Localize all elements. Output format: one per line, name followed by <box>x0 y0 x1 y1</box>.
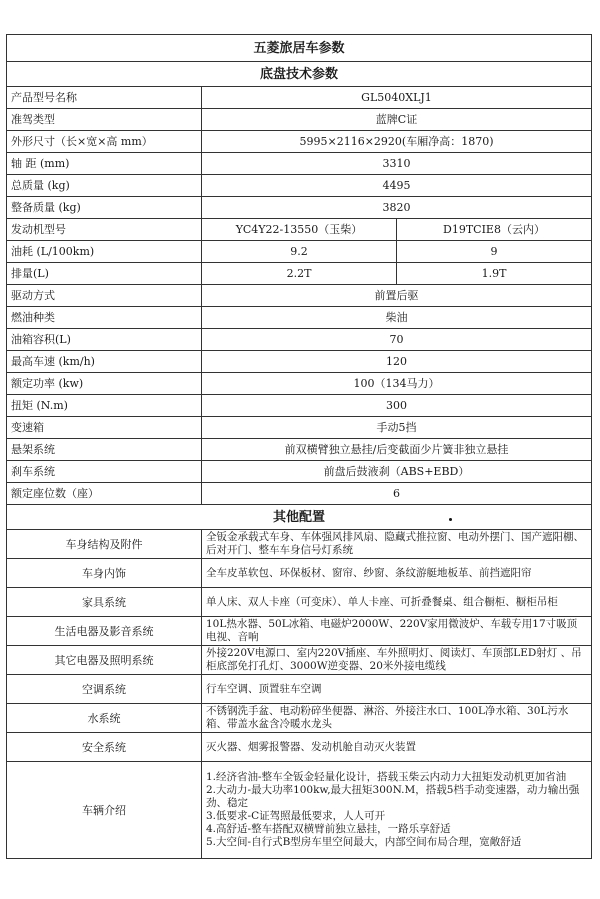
stray-dot <box>449 518 452 521</box>
config-label: 车身结构及附件 <box>7 530 202 559</box>
spec-label: 油箱容积(L) <box>7 329 202 351</box>
spec-value: 柴油 <box>202 307 592 329</box>
config-row <box>7 588 592 617</box>
intro-line-3: 3.低要求-C证驾照最低要求，人人可开 <box>206 810 386 822</box>
spec-value: 3820 <box>202 197 592 219</box>
spec-label: 排量(L) <box>7 263 202 285</box>
spec-row <box>7 483 592 505</box>
config-value: 全钣金承载式车身、车体强风排风扇、隐藏式推拉窗、电动外摆门、国产遮阳棚、后对开门、整车车身信号灯系统 <box>202 530 592 559</box>
config-label: 车身内饰 <box>7 559 202 588</box>
spec-row <box>7 307 592 329</box>
config-row <box>7 530 592 559</box>
vehicle-intro-label: 车辆介绍 <box>7 762 202 859</box>
spec-row <box>7 351 592 373</box>
spec-row <box>7 417 592 439</box>
spec-row <box>7 439 592 461</box>
other-config-header: 其他配置 <box>7 505 592 530</box>
spec-row <box>7 285 592 307</box>
spec-label: 准驾类型 <box>7 109 202 131</box>
config-row <box>7 617 592 646</box>
config-label: 家具系统 <box>7 588 202 617</box>
intro-line-1: 1.经济省油-整车全钣金轻量化设计，搭载玉柴云内动力大扭矩发动机更加省油 <box>206 771 567 783</box>
spec-row <box>7 153 592 175</box>
spec-label: 最高车速 (km/h) <box>7 351 202 373</box>
spec-label: 外形尺寸（长×宽×高 mm） <box>7 131 202 153</box>
engine-yuchai-value: YC4Y22-13550（玉柴） <box>202 219 397 241</box>
spec-label: 总质量 (kg) <box>7 175 202 197</box>
spec-row <box>7 461 592 483</box>
spec-value: 6 <box>202 483 592 505</box>
config-label: 其它电器及照明系统 <box>7 646 202 675</box>
config-label: 安全系统 <box>7 733 202 762</box>
spec-label: 扭矩 (N.m) <box>7 395 202 417</box>
config-label: 水系统 <box>7 704 202 733</box>
config-value: 不锈钢洗手盆、电动粉碎坐便器、淋浴、外接注水口、100L净水箱、30L污水箱、带盖水盆含冷暖水龙头 <box>202 704 592 733</box>
spec-sheet <box>6 34 592 859</box>
spec-label: 产品型号名称 <box>7 87 202 109</box>
spec-row <box>7 395 592 417</box>
spec-value: 3310 <box>202 153 592 175</box>
config-value: 灭火器、烟雾报警器、发动机舱自动灭火装置 <box>202 733 592 762</box>
config-value: 外接220V电源口、室内220V插座、车外照明灯、阅读灯、车顶部LED射灯 、吊柜底部免打孔灯、3000W逆变器、20米外接电缆线 <box>202 646 592 675</box>
intro-line-4: 4.高舒适-整车搭配双横臂前独立悬挂，一路乐享舒适 <box>206 823 451 835</box>
sheet-title: 五菱旅居车参数 <box>7 35 592 62</box>
spec-label: 额定功率 (kw) <box>7 373 202 395</box>
config-row <box>7 733 592 762</box>
config-value: 单人床、双人卡座（可变床）、单人卡座、可折叠餐桌、组合橱柜、橱柜吊柜 <box>202 588 592 617</box>
spec-label: 驱动方式 <box>7 285 202 307</box>
spec-label: 刹车系统 <box>7 461 202 483</box>
spec-value: 300 <box>202 395 592 417</box>
vehicle-intro-row <box>7 762 592 859</box>
spec-value: 前盘后鼓液刹（ABS+EBD） <box>202 461 592 483</box>
engine-yunnei-value: 9 <box>397 241 592 263</box>
spec-value: 5995×2116×2920(车厢净高：1870) <box>202 131 592 153</box>
spec-value: 前置后驱 <box>202 285 592 307</box>
spec-row <box>7 131 592 153</box>
intro-line-2: 2.大动力-最大功率100kw,最大扭矩300N.M，搭载5档手动变速器，动力输出强劲、稳定 <box>206 784 580 809</box>
config-row <box>7 646 592 675</box>
spec-row <box>7 197 592 219</box>
engine-row <box>7 263 592 285</box>
spec-row <box>7 87 592 109</box>
spec-label: 轴 距 (mm) <box>7 153 202 175</box>
spec-value: 手动5挡 <box>202 417 592 439</box>
spec-row <box>7 373 592 395</box>
spec-row <box>7 329 592 351</box>
config-row <box>7 675 592 704</box>
config-row <box>7 559 592 588</box>
spec-row <box>7 109 592 131</box>
engine-yuchai-value: 2.2T <box>202 263 397 285</box>
engine-yunnei-value: D19TCIE8（云内） <box>397 219 592 241</box>
spec-value: 4495 <box>202 175 592 197</box>
chassis-header: 底盘技术参数 <box>7 62 592 87</box>
spec-value: 蓝牌C证 <box>202 109 592 131</box>
config-label: 生活电器及影音系统 <box>7 617 202 646</box>
intro-line-5: 5.大空间-自行式B型房车里空间最大，内部空间布局合理，宽敞舒适 <box>206 836 522 848</box>
spec-label: 整备质量 (kg) <box>7 197 202 219</box>
config-value: 全车皮革软包、环保板材、窗帘、纱窗、条纹游艇地板革、前挡遮阳帘 <box>202 559 592 588</box>
config-value: 行车空调、顶置驻车空调 <box>202 675 592 704</box>
spec-value: 120 <box>202 351 592 373</box>
engine-yuchai-value: 9.2 <box>202 241 397 263</box>
spec-label: 额定座位数（座） <box>7 483 202 505</box>
engine-row <box>7 219 592 241</box>
spec-value: 70 <box>202 329 592 351</box>
config-row <box>7 704 592 733</box>
spec-label: 发动机型号 <box>7 219 202 241</box>
engine-yunnei-value: 1.9T <box>397 263 592 285</box>
vehicle-intro-text <box>202 762 592 859</box>
config-value: 10L热水器、50L冰箱、电磁炉2000W、220V家用微波炉、车载专用17寸吸顶电视、音响 <box>202 617 592 646</box>
spec-row <box>7 175 592 197</box>
spec-label: 变速箱 <box>7 417 202 439</box>
spec-value: GL5040XLJ1 <box>202 87 592 109</box>
spec-label: 燃油种类 <box>7 307 202 329</box>
spec-table <box>6 34 592 859</box>
spec-label: 悬架系统 <box>7 439 202 461</box>
spec-value: 前双横臂独立悬挂/后变截面少片簧非独立悬挂 <box>202 439 592 461</box>
spec-value: 100（134马力） <box>202 373 592 395</box>
spec-label: 油耗 (L/100km) <box>7 241 202 263</box>
engine-row <box>7 241 592 263</box>
config-label: 空调系统 <box>7 675 202 704</box>
